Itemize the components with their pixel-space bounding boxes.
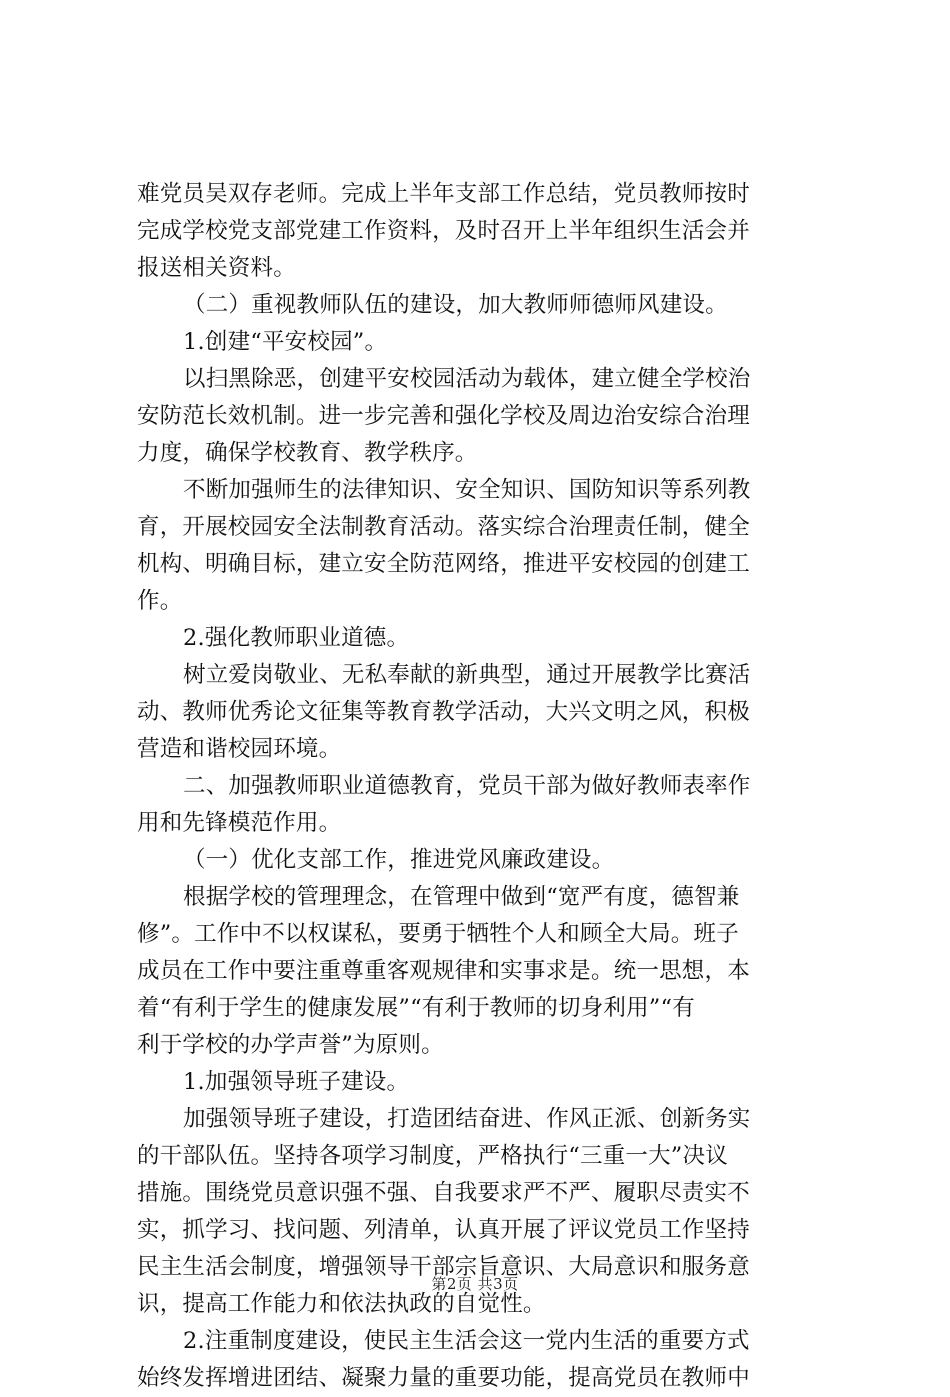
subsection-heading: 2.强化教师职业道德。: [183, 625, 410, 651]
body-line: 实，抓学习、找问题、列清单，认真开展了评议党员工作坚持: [137, 1217, 750, 1243]
body-line: 利于学校的办学声誉”为原则。: [137, 1032, 444, 1058]
section-heading: 二、加强教师职业道德教育，党员干部为做好教师表率作: [183, 773, 751, 799]
body-line: 育，开展校园安全法制教育活动。落实综合治理责任制，健全: [137, 514, 750, 540]
body-line: 民主生活会制度，增强领导干部宗旨意识、大局意识和服务意: [137, 1254, 750, 1280]
body-line: 修”。工作中不以权谋私，要勇于牺牲个人和顾全大局。班子: [137, 921, 739, 947]
body-line: 始终发挥增进团结、凝聚力量的重要功能，提高党员在教师中: [137, 1365, 750, 1391]
body-line: 的干部队伍。坚持各项学习制度，严格执行“三重一大”决议: [137, 1143, 728, 1169]
body-line: 力度，确保学校教育、教学秩序。: [137, 440, 478, 466]
body-line: 机构、明确目标，建立安全防范网络，推进平安校园的创建工: [137, 551, 750, 577]
body-line: 报送相关资料。: [137, 255, 296, 281]
subsection-heading: 2.注重制度建设，使民主生活会这一党内生活的重要方式: [183, 1328, 750, 1354]
body-line: 成员在工作中要注重尊重客观规律和实事求是。统一思想，本: [137, 958, 750, 984]
body-line: 以扫黑除恶，创建平安校园活动为载体，建立健全学校治: [183, 366, 751, 392]
section-heading: （一）优化支部工作，推进党风廉政建设。: [183, 847, 615, 873]
page-number-footer: 第2页 共3页: [431, 1275, 519, 1293]
body-line: 作。: [137, 588, 183, 614]
body-line: 难党员吴双存老师。完成上半年支部工作总结，党员教师按时: [137, 181, 750, 207]
body-line: 根据学校的管理理念，在管理中做到“宽严有度，德智兼: [183, 884, 740, 910]
subsection-heading: 1.创建“平安校园”。: [183, 329, 388, 355]
subsection-heading: 1.加强领导班子建设。: [183, 1069, 410, 1095]
body-line: 着“有利于学生的健康发展”“有利于教师的切身利用”“有: [137, 995, 695, 1021]
section-heading: 用和先锋模范作用。: [137, 810, 342, 836]
body-line: 不断加强师生的法律知识、安全知识、国防知识等系列教: [183, 477, 751, 503]
body-line: 加强领导班子建设，打造团结奋进、作风正派、创新务实: [183, 1106, 751, 1132]
body-line: 措施。围绕党员意识强不强、自我要求严不严、履职尽责实不: [137, 1180, 750, 1206]
section-heading: （二）重视教师队伍的建设，加大教师师德师风建设。: [183, 292, 728, 318]
body-line: 完成学校党支部党建工作资料，及时召开上半年组织生活会并: [137, 218, 750, 244]
body-line: 动、教师优秀论文征集等教育教学活动，大兴文明之风，积极: [137, 699, 750, 725]
document-body: [137, 176, 823, 1397]
body-line: 识，提高工作能力和依法执政的自觉性。: [137, 1291, 546, 1317]
body-line: 安防范长效机制。进一步完善和强化学校及周边治安综合治理: [137, 403, 750, 429]
body-line: 营造和谐校园环境。: [137, 736, 342, 762]
body-line: 树立爱岗敬业、无私奉献的新典型，通过开展教学比赛活: [183, 662, 751, 688]
